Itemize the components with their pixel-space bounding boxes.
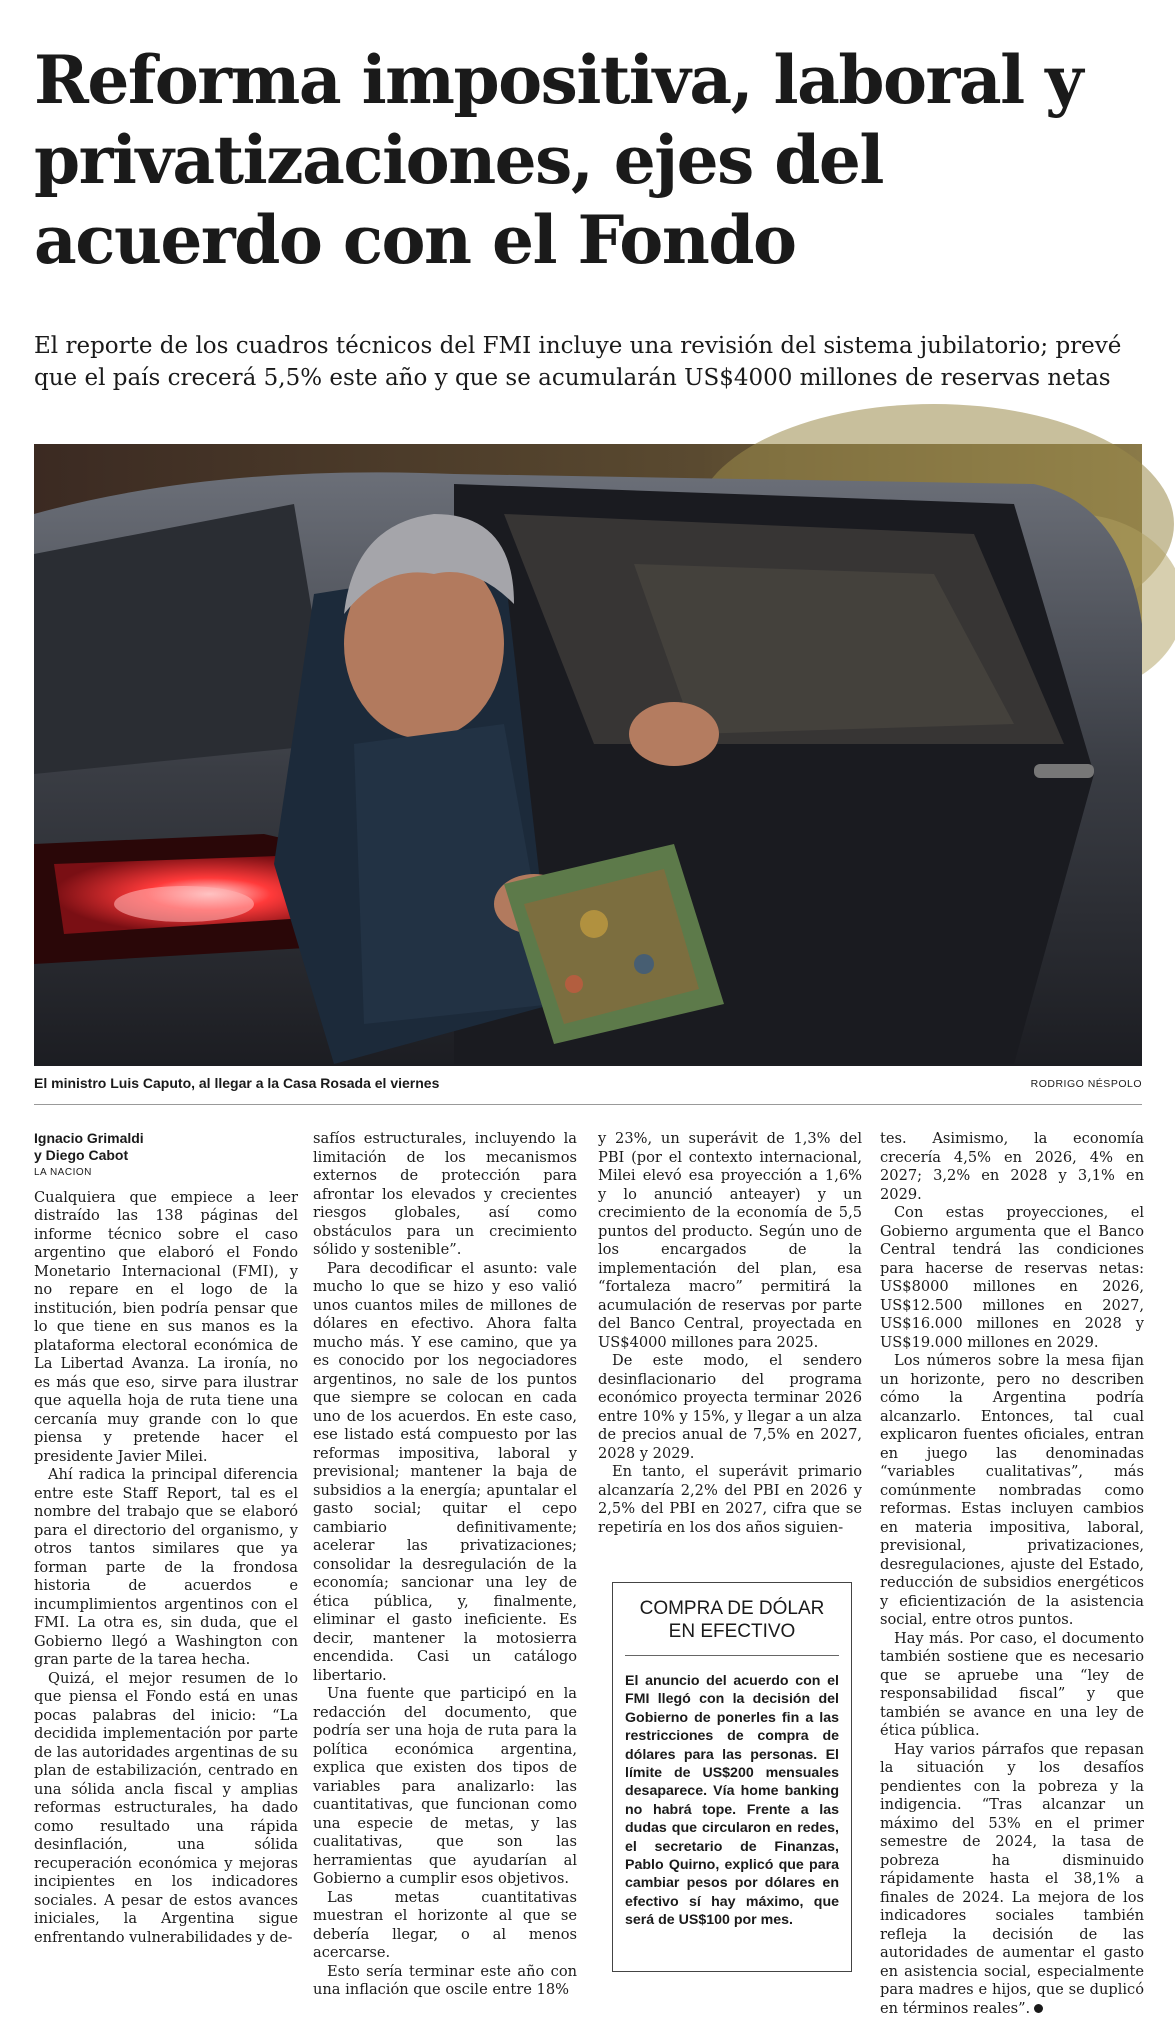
photo-caption: El ministro Luis Caputo, al llegar a la Casa Rosada el viernes: [34, 1075, 439, 1091]
paragraph: Hay más. Por caso, el documento también sostiene que es necesario que se apruebe una “ley de responsabilidad fiscal” y que también se avance en una ley de ética pública.: [880, 1630, 1144, 1741]
paragraph: Quizá, el mejor resumen de lo que piensa el Fondo está en unas pocas palabras del inicio: “La decidida implementación por parte de las autoridades argentinas de su plan de estabilización, centrado en una sólida ancla fiscal y amplias reformas estructurales, ha dado como resultado una rápida desinflación, una sólida recuperación económica y mejoras incipientes en los indicadores sociales. A pesar de estos avances iniciales, la Argentina sigue enfrentando vulnerabilidades y de-: [34, 1670, 298, 1948]
paragraph: Ahí radica la principal diferencia entre este Staff Report, tal es el nombre del trabajo que se elaboró para el directorio del organismo, y otros tantos similares que ya forman parte de la frondosa historia de acuerdos e incumplimientos argentinos con el FMI. La otra es, sin duda, que el Gobierno llegó a Washington con gran parte de la tarea hecha.: [34, 1466, 298, 1670]
article-column-4: [880, 1130, 1144, 1980]
paragraph-text: Hay varios párrafos que repasan la situación y los desafíos pendientes con la pobreza y la indigencia. “Tras alcanzar un máximo del 53% en el primer semestre de 2024, la tasa de pobreza ha disminuido rápidamente hasta el 38,1% a finales de 2024. La mejora de los indicadores sociales también refleja la decisión de las autoridades de aumentar el gasto en asistencia social, especialmente para madres e hijos, que se duplicó en términos reales”.: [880, 1741, 1144, 2017]
paragraph: Con estas proyecciones, el Gobierno argumenta que el Banco Central tendrá las condiciones para hacerse de reservas netas: US$8000 millones en 2026, US$12.500 millones en 2027, US$16.000 millones en 2028 y US$19.000 millones en 2029.: [880, 1204, 1144, 1352]
paragraph: [880, 1741, 1144, 2018]
paragraph: De este modo, el sendero desinflacionario del programa económico proyecta terminar 2026 entre 10% y 15%, y llegar a un alza de precios anual de 7,5% en 2027, 2028 y 2029.: [598, 1352, 862, 1463]
headline: Reforma impositiva, laboral y privatizaciones, ejes del acuerdo con el Fondo: [34, 40, 1144, 280]
deck: El reporte de los cuadros técnicos del FMI incluye una revisión del sistema jubilatorio; prevé que el país crecerá 5,5% este año y que se acumularán US$4000 millones de reservas netas: [34, 330, 1144, 394]
article-column-3: [598, 1130, 862, 1570]
paragraph: Una fuente que participó en la redacción del documento, que podría ser una hoja de ruta para la política económica argentina, explica que existen dos tipos de variables para analizarlo: las cuantitativas, que funcionan como una especie de metas, y las cualitativas, que son las herramientas que ayudarían al Gobierno a cumplir esos objetivos.: [313, 1685, 577, 1889]
article-column-2: [313, 1130, 577, 1980]
paragraph: Esto sería terminar este año con una inflación que oscile entre 18%: [313, 1963, 577, 2000]
byline-author: y Diego Cabot: [34, 1147, 298, 1164]
article-column-1: [34, 1130, 298, 1980]
paragraph: En tanto, el superávit primario alcanzaría 2,2% del PBI en 2026 y 2,5% del PBI en 2027, cifra que se repetiría en los dos años siguien-: [598, 1463, 862, 1537]
paragraph: Los números sobre la mesa fijan un horizonte, pero no describen cómo la Argentina podría alcanzarlo. Entonces, tal cual explicaron fuentes oficiales, entran en juego las denominadas “variables cualitativas”, más comúnmente nombradas como reformas. Estas incluyen cambios en materia impositiva, laboral, previsional, privatizaciones, desregulaciones, ajuste del Estado, reducción de subsidios energéticos y eficientización de la asistencia social, entre otros puntos.: [880, 1352, 1144, 1630]
paragraph: tes. Asimismo, la economía crecería 4,5% en 2026, 4% en 2027; 3,2% en 2028 y 3,1% en 2029.: [880, 1130, 1144, 1204]
paragraph: Para decodificar el asunto: vale mucho lo que se hizo y eso valió unos cuantos miles de millones de dólares en efectivo. Ahora falta mucho más. Y ese camino, que ya es conocido por los negociadores argentinos, no sale de los puntos que siempre se colocan en cada uno de los acuerdos. En este caso, ese listado está compuesto por las reformas impositiva, laboral y previsional; mantener la baja de subsidios a la energía; apuntalar el gasto social; quitar el cepo cambiario definitivamente; acelerar las privatizaciones; consolidar la desregulación de la economía; sancionar una ley de ética pública, y, finalmente, eliminar el gasto ineficiente. Es decir, mantener la motosierra encendida. Casi un catálogo libertario.: [313, 1260, 577, 1686]
end-mark-icon: [1034, 2004, 1043, 2013]
byline-outlet: LA NACION: [34, 1164, 298, 1183]
sidebar-box-body: El anuncio del acuerdo con el FMI llegó con la decisión del Gobierno de ponerles fin a las restricciones de compra de dólares para las personas. El límite de US$200 mensuales desaparece. Vía home banking no habrá tope. Frente a las dudas que circularon en redes, el secretario de Finanzas, Pablo Quirno, explicó que para cambiar pesos por dólares en efectivo sí hay máximo, que será de US$100 por mes.: [625, 1672, 839, 1930]
sidebar-box-title: COMPRA DE DÓLAR EN EFECTIVO: [625, 1597, 839, 1643]
paragraph: y 23%, un superávit de 1,3% del PBI (por el contexto internacional, Milei elevó esa proyección a 1,6% y lo anunció anteayer) y un crecimiento de la economía de 5,5 puntos del producto. Según uno de los encargados de la implementación del plan, esa “fortaleza macro” permitirá la acumulación de reservas por parte del Banco Central, proyectada en US$4000 millones para 2025.: [598, 1130, 862, 1352]
paragraph: Cualquiera que empiece a leer distraído las 138 páginas del informe técnico sobre el caso argentino que elaboró el Fondo Monetario Internacional (FMI), y no repare en el logo de la institución, bien podría pensar que lo que tiene en sus manos es la plataforma electoral económica de La Libertad Avanza. La ironía, no es más que eso, sirve para ilustrar que aquella hoja de ruta tiene una cercanía muy grande con lo que piensa y pretende hacer el presidente Javier Milei.: [34, 1189, 298, 1467]
paragraph: Las metas cuantitativas muestran el horizonte al que se debería llegar, o al menos acercarse.: [313, 1889, 577, 1963]
lead-photo: [34, 444, 1142, 1066]
photo-credit: RODRIGO NÉSPOLO: [1031, 1078, 1142, 1090]
sidebar-box-rule: [625, 1655, 839, 1656]
paragraph: safíos estructurales, incluyendo la limitación de los mecanismos externos de protección para afrontar los elevados y crecientes riesgos globales, así como obstáculos para un crecimiento sólido y sostenible”.: [313, 1130, 577, 1260]
byline-author: Ignacio Grimaldi: [34, 1130, 298, 1147]
sidebar-box: [612, 1582, 852, 1972]
divider: [34, 1104, 1142, 1105]
